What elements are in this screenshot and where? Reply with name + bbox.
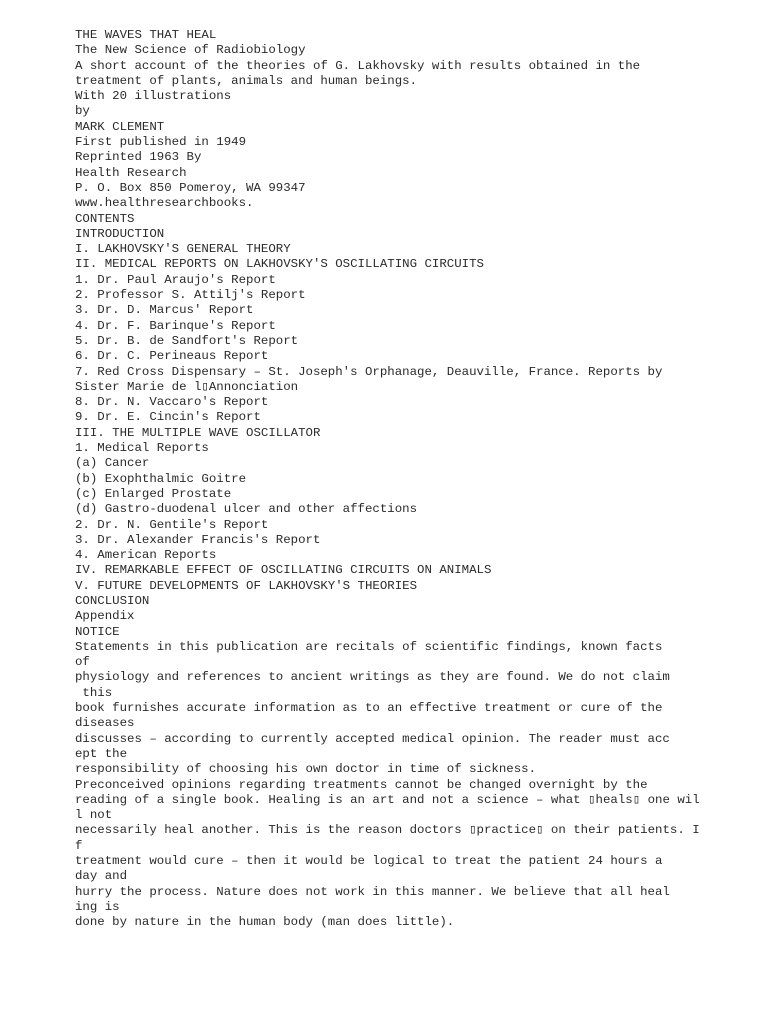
document-line: Statements in this publication are recitals of scientific findings, known facts [75, 639, 663, 654]
document-line: 4. Dr. F. Barinque's Report [75, 318, 276, 333]
document-line: II. MEDICAL REPORTS ON LAKHOVSKY'S OSCILLATING CIRCUITS [75, 257, 484, 272]
document-line: (c) Enlarged Prostate [75, 486, 232, 501]
document-line: www.healthresearchbooks. [75, 196, 254, 211]
document-line: (d) Gastro-duodenal ulcer and other affections [75, 502, 418, 517]
document-line: THE WAVES THAT HEAL [75, 28, 217, 42]
document-line: CONTENTS [75, 211, 135, 226]
document-line: this [75, 685, 113, 700]
document-line: 2. Professor S. Attilj's Report [75, 288, 306, 303]
document-line: 5. Dr. B. de Sandfort's Report [75, 333, 299, 348]
document-line: IV. REMARKABLE EFFECT OF OSCILLATING CIRCUITS ON ANIMALS [75, 563, 492, 578]
document-line: of [75, 655, 90, 670]
document-line: by [75, 104, 90, 119]
document-line: Preconceived opinions regarding treatments cannot be changed overnight by the [75, 777, 648, 792]
document-line: NOTICE [75, 624, 120, 639]
document-line: Reprinted 1963 By [75, 150, 202, 165]
document-line: diseases [75, 716, 135, 731]
document-line: INTRODUCTION [75, 226, 165, 241]
document-line: Appendix [75, 609, 135, 624]
document-line: A short account of the theories of G. Lakhovsky with results obtained in the [75, 58, 641, 73]
document-line: I. LAKHOVSKY'S GENERAL THEORY [75, 242, 291, 257]
document-line: necessarily heal another. This is the reason doctors ▯practice▯ on their patients. I [75, 823, 700, 838]
document-line: book furnishes accurate information as to an effective treatment or cure of the [75, 701, 663, 716]
document-page [75, 28, 755, 931]
document-line: V. FUTURE DEVELOPMENTS OF LAKHOVSKY'S THEORIES [75, 578, 418, 593]
document-line: With 20 illustrations [75, 89, 232, 104]
document-line: l not [75, 808, 113, 823]
document-line: P. O. Box 850 Pomeroy, WA 99347 [75, 180, 306, 195]
document-line: MARK CLEMENT [75, 119, 165, 134]
document-line: ing is [75, 899, 120, 914]
document-line: 3. Dr. D. Marcus' Report [75, 303, 254, 318]
document-line: 4. American Reports [75, 548, 217, 563]
document-line: reading of a single book. Healing is an art and not a science – what ▯heals▯ one wil [75, 792, 700, 807]
document-line: 8. Dr. N. Vaccaro's Report [75, 395, 269, 410]
document-line: f [75, 838, 83, 853]
document-line: treatment would cure – then it would be logical to treat the patient 24 hours a [75, 854, 663, 869]
document-line: 1. Medical Reports [75, 441, 209, 456]
document-line: physiology and references to ancient writings as they are found. We do not claim [75, 670, 670, 685]
document-line: 6. Dr. C. Perineaus Report [75, 349, 269, 364]
document-line: 1. Dr. Paul Araujo's Report [75, 272, 276, 287]
document-line: First published in 1949 [75, 135, 247, 150]
document-line: CONCLUSION [75, 593, 150, 608]
document-line: (b) Exophthalmic Goitre [75, 471, 247, 486]
document-line: The New Science of Radiobiology [75, 43, 306, 58]
document-line: hurry the process. Nature does not work in this manner. We believe that all heal [75, 884, 670, 899]
document-line: Sister Marie de l▯Annonciation [75, 379, 299, 394]
document-line: done by nature in the human body (man does little). [75, 915, 455, 930]
document-line: 9. Dr. E. Cincin's Report [75, 410, 261, 425]
document-line: treatment of plants, animals and human beings. [75, 73, 418, 88]
document-line: discusses – according to currently accepted medical opinion. The reader must acc [75, 731, 670, 746]
document-line: 2. Dr. N. Gentile's Report [75, 517, 269, 532]
document-line: (a) Cancer [75, 456, 150, 471]
document-line: ept the [75, 746, 128, 761]
document-line: 3. Dr. Alexander Francis's Report [75, 532, 321, 547]
document-line: Health Research [75, 165, 187, 180]
document-line: 7. Red Cross Dispensary – St. Joseph's Orphanage, Deauville, France. Reports by [75, 364, 663, 379]
document-line: III. THE MULTIPLE WAVE OSCILLATOR [75, 425, 321, 440]
document-line: responsibility of choosing his own doctor in time of sickness. [75, 762, 537, 777]
document-line: day and [75, 869, 128, 884]
